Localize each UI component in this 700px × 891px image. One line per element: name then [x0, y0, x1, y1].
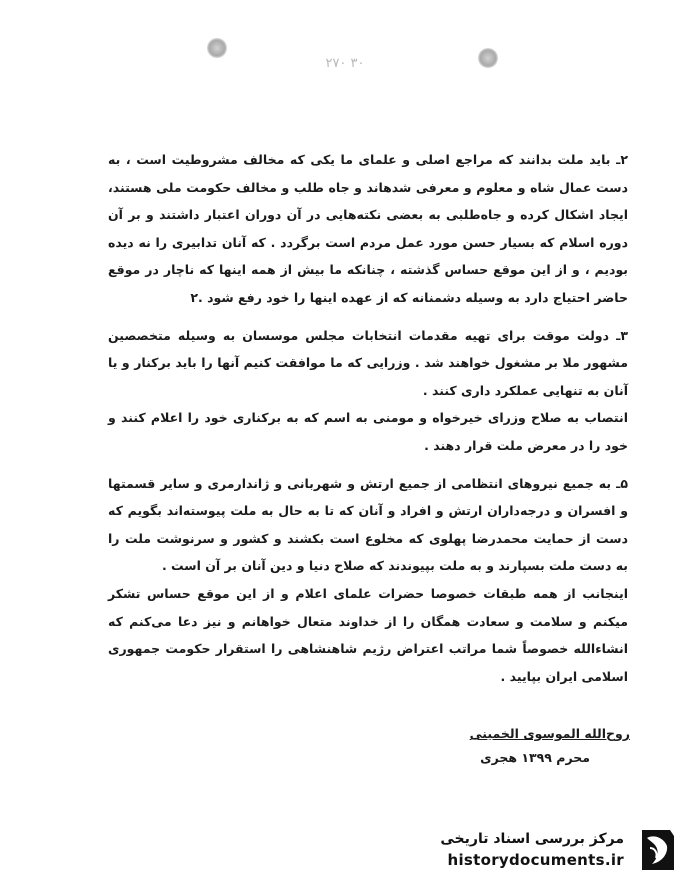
- archive-logo-icon: [634, 826, 678, 874]
- watermark-title: مرکز بررسی اسناد تاریخی: [440, 831, 624, 847]
- paragraph-closing: اینجانب از همه طبقات خصوصا حضرات علمای اعلام و از این موقع حساس تشکر میکنم و سلامت و سعادت همگان را از خداوند متعال خواهانم و نیز دعا می‌کنم که انشاءالله خصوصاً شما مراتب اعتراض رژیم شاهنشاهی را استقرار حکومت جمهوری اسلامی ایران بپایید .: [108, 585, 628, 684]
- header-mark: ۲۷۰ ۳۰: [325, 56, 365, 71]
- paragraph-3: ۳ـ دولت موقت برای تهیه مقدمات انتخابات مجلس موسسان به وسیله متخصصین مشهور ملا بر مشغول خواهند شد . وزرایی که ما موافقت کنیم آنها را باید برکنار و یا آنان به تنهایی عملکرد داری کنند .: [108, 327, 628, 398]
- watermark: [440, 826, 678, 874]
- watermark-text: [440, 829, 624, 871]
- paragraph-4: انتصاب به صلاح وزرای خیرخواه و مومنی به اسم که به برکناری خود را اعلام کنند و خود را در معرض ملت قرار دهند .: [108, 410, 628, 453]
- signature-date: محرم ۱۳۹۹ هجری: [480, 750, 590, 765]
- document-body: [108, 146, 628, 690]
- signature-name: روح‌الله الموسوی الخمینی: [469, 726, 630, 741]
- signature-block: [360, 722, 630, 770]
- watermark-url: historydocuments.ir: [447, 851, 624, 869]
- paragraph-5: ۵ـ به جمیع نیروهای انتظامی از جمیع ارتش و شهربانی و ژاندارمری و سایر قسمتها و افسران و درجه‌داران ارتش و افراد و آنان که تا به حال به ملت پیوسته‌اند بگویم که دست از حمایت محمدرضا پهلوی که مخلوع است بکشند و کشور و سرنوشت ملت را به دست ملت بسپارند و به ملت بپیوندند که صلاح دنیا و دین آنان بر آن است .: [108, 475, 628, 574]
- punch-hole-left: [207, 38, 227, 58]
- punch-hole-right: [478, 48, 498, 68]
- paragraph-2: ۲ـ باید ملت بدانند که مراجع اصلی و علمای ما یکی که مخالف مشروطیت است ، به دست عمال شاه و معلوم و معرفی شدهاند و جاه طلب و مخالف حکومت ملی هستند، ایجاد اشکال کرده و جاه‌طلبی به بعضی نکته‌هایی در آن دوران اعتبار داشتند و بر آن دوره اسلام که بسیار حسن مورد عمل مردم است برگردد . که آنان تدابیری را نه دیده بودیم ، و از این موقع حساس گذشته ، چنانکه ما بیش از همه اینها که ناچار در موقع حاضر احتیاج دارد به وسیله دشمنانه که از عهده اینها را خود رفع شود .۲: [108, 152, 628, 305]
